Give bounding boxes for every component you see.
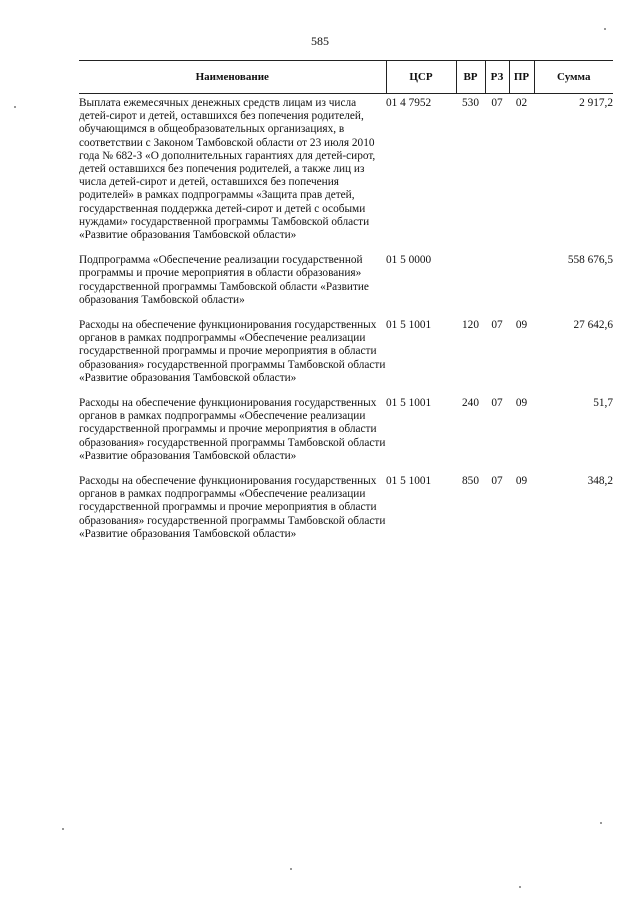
scan-speck	[519, 886, 521, 888]
row-name: Расходы на обеспечение функционирования государственных органов в рамках подпрограммы «Обеспечение реализации государственной программы и прочие мероприятия в области образования» государственной программы Тамбовской области «Развитие образования Тамбовской области»	[79, 397, 386, 462]
row-vr: 120	[462, 319, 479, 332]
row-name: Расходы на обеспечение функционирования государственных органов в рамках подпрограммы «Обеспечение реализации государственной программы и прочие мероприятия в области образования» государственной программы Тамбовской области «Развитие образования Тамбовской области»	[79, 319, 386, 384]
scan-speck	[600, 822, 602, 824]
scan-speck	[604, 28, 606, 30]
row-csr: 01 5 1001	[386, 319, 432, 332]
row-csr: 01 5 1001	[386, 475, 432, 488]
row-pr: 02	[515, 97, 528, 109]
row-rz	[485, 251, 509, 316]
row-sum: 27 642,6	[573, 319, 613, 332]
header-sum: Сумма	[534, 61, 613, 94]
table-row	[79, 94, 613, 252]
table-row	[79, 251, 613, 316]
table-header-row	[79, 61, 613, 94]
row-vr	[456, 251, 485, 316]
row-csr: 01 5 1001	[386, 397, 432, 410]
row-sum: 51,7	[593, 397, 613, 410]
header-rz: РЗ	[485, 61, 509, 94]
row-vr: 240	[462, 397, 479, 410]
scan-speck	[290, 868, 292, 870]
header-vr: ВР	[456, 61, 485, 94]
header-csr: ЦСР	[386, 61, 456, 94]
row-name: Расходы на обеспечение функционирования государственных органов в рамках подпрограммы «Обеспечение реализации государственной программы и прочие мероприятия в области образования» государственной программы Тамбовской области «Развитие образования Тамбовской области»	[79, 475, 386, 540]
row-vr: 530	[462, 97, 479, 109]
row-name: Подпрограмма «Обеспечение реализации государственной программы и прочие мероприятия в области образования» государственной программы Тамбовской области «Развитие образования Тамбовской области»	[79, 254, 369, 306]
scan-speck	[14, 106, 16, 108]
row-sum: 558 676,5	[567, 254, 613, 267]
budget-table	[79, 60, 613, 550]
row-pr: 09	[515, 475, 528, 488]
page-number: 585	[311, 34, 329, 48]
row-vr: 850	[462, 475, 479, 488]
row-sum: 2 917,2	[579, 97, 613, 109]
row-rz: 07	[491, 475, 503, 488]
row-rz: 07	[491, 319, 503, 332]
row-pr	[509, 251, 534, 316]
row-sum: 348,2	[587, 475, 613, 488]
row-rz: 07	[491, 97, 503, 109]
scan-speck	[62, 828, 64, 830]
header-pr: ПР	[509, 61, 534, 94]
row-rz: 07	[491, 397, 503, 410]
header-name: Наименование	[79, 61, 386, 94]
row-pr: 09	[515, 397, 528, 410]
row-pr: 09	[515, 319, 528, 332]
row-csr: 01 5 0000	[386, 254, 432, 267]
table-row	[79, 394, 613, 472]
row-name: Выплата ежемесячных денежных средств лицам из числа детей-сирот и детей, оставшихся без попечения родителей, обучающимся в общеобразовательных организациях, в соответствии с Законом Тамбовской области от 23 июля 2010 года № 682-З «О дополнительных гарантиях для детей-сирот, детей оставшихся без попечения родителей, а также лиц из числа детей-сирот и детей, оставшихся без попечения родителей» в рамках подпрограммы «Защита прав детей, государственная поддержка детей-сирот и детей с особыми нуждами» государственной программы Тамбовской области «Развитие образования Тамбовской области»	[79, 97, 376, 242]
table-row	[79, 472, 613, 550]
row-csr: 01 4 7952	[386, 97, 432, 109]
table-row	[79, 316, 613, 394]
